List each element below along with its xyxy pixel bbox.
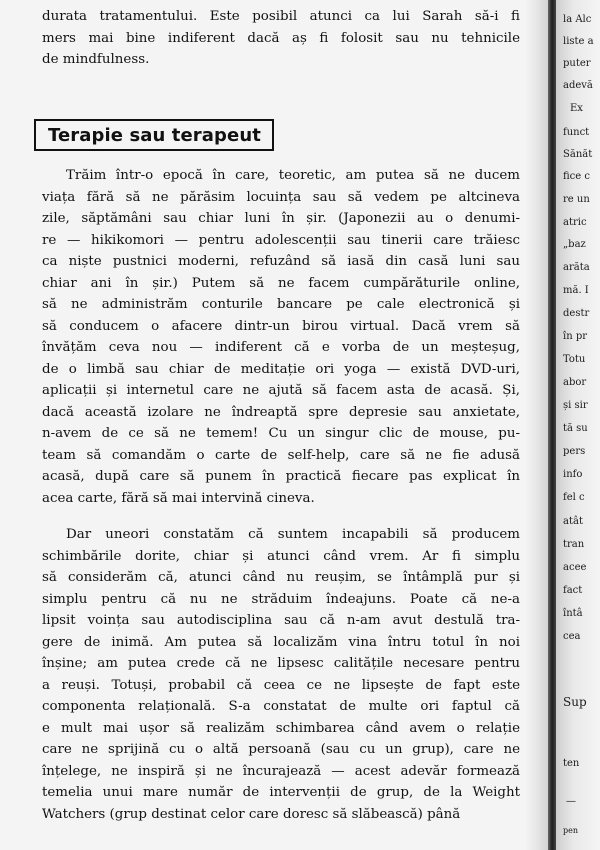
text-line: care ne sprijină cu o altă persoană (sau cu un grup), care ne [42,742,520,757]
next-page-fragment: atric [563,217,587,228]
next-page-fragment: — [566,796,576,807]
next-page-fragment: tă su [563,423,588,434]
text-line: învățăm ceva nou — indiferent că e vorba de un meșteșug, [42,340,520,355]
next-page-fragment: fel c [563,492,585,503]
text-line: gere de inimă. Am putea să localizăm vina întru totul în noi [42,634,520,650]
next-page-fragment: re un [563,194,590,205]
text-line: Watchers (grup destinat celor care doresc să slăbească) până [42,806,461,822]
next-page-fragment: abor [563,377,587,388]
next-page-fragment: fact [563,585,583,596]
text-line: să considerăm că, atunci când nu reușim, se întâmplă pur și [42,570,520,585]
text-line: componenta relațională. S-a constatat de multe ori faptul că [42,699,520,714]
text-line: simplu pentru că nu ne străduim îndeajuns. Poate că ne-a [42,591,520,607]
book-spine [548,0,556,850]
next-page-fragment: adevă [563,80,593,91]
text-line: acea carte, fără să mai intervină cineva. [42,490,315,506]
text-line: mers mai bine indiferent dacă aș fi folosit sau nu tehnicile [42,30,520,46]
text-line: Trăim într-o epocă în care, teoretic, am putea să ne ducem [66,168,520,183]
next-page-fragment: și sir [563,400,588,411]
next-page-fragment: info [563,469,583,480]
next-page-fragment: fice c [563,171,590,182]
next-page-fragment: la Alc [563,14,592,25]
text-line: dacă această izolare ne îndreaptă spre depresie sau anxietate, [42,404,520,420]
next-page-fragment: puter [563,58,591,69]
text-line: să ne administrăm conturile bancare pe cale electronică și [42,297,520,312]
next-page-fragment: Totu [563,354,586,365]
text-line: lipsit voința sau autodisciplina sau că n-am avut destulă tra- [42,613,520,628]
intro-paragraph [42,6,520,71]
section-heading-box [34,119,274,151]
text-line: re — hikikomori — pentru adolescenții sau tinerii care trăiesc [42,232,520,248]
text-line: e mult mai ușor să realizăm schimbarea când avem o relație [42,720,520,736]
text-line: ca niște pustnici moderni, refuzând să iasă din casă luni sau [42,254,520,269]
next-page-fragment: Ex [570,103,583,114]
section-title: Terapie sau terapeut [48,124,261,146]
next-page-fragment: în pr [563,331,587,342]
text-line: temelia unui mare număr de intervenții de grup, de la Weight [42,785,520,800]
text-line: zile, săptămâni sau chiar luni în șir. (Japonezii au o denumi- [42,211,520,226]
next-page-fragment: atât [563,516,583,527]
next-page-fragment: „baz [563,239,586,250]
next-page-fragment: cea [563,631,581,642]
next-page-fragment: ten [563,758,580,769]
text-line: viața fără să ne părăsim locuința sau să vedem pe altcineva [42,189,520,205]
text-line: acasă, după care să punem în practică fiecare pas explicat în [42,469,520,484]
next-page-fragment: arăta [563,262,590,273]
text-line: înșine; am putea crede că ne lipsesc calitățile necesare pentru [42,656,520,671]
paragraph-2 [42,524,520,825]
text-line: să conducem o afacere dintr-un birou virtual. Dacă vrem să [42,318,520,334]
next-page-fragment: Sănăt [563,149,593,160]
next-page-fragment: destr [563,308,590,319]
text-line: durata tratamentului. Este posibil atunci ca lui Sarah să-i fi [42,9,520,24]
text-line: schimbările dorite, chiar și atunci când vrem. Ar fi simplu [42,548,520,564]
next-page-fragment: acee [563,562,587,573]
next-page-fragment: tran [563,539,585,550]
text-line: înțelege, ne inspiră și ne încurajează — acest adevăr formează [42,763,520,779]
text-line: chiar ani în șir.) Putem să ne facem cumpărăturile online, [42,275,520,291]
gutter-shadow [525,0,548,850]
next-page-fragment: pers [563,446,586,457]
text-line: aplicații și internetul care ne ajută să facem asta de acasă. Și, [42,383,520,398]
next-page-fragment: funct [563,127,590,138]
text-line: a reuși. Totuși, probabil că ceea ce ne lipsește de fapt este [42,677,520,693]
paragraph-1 [42,165,520,509]
text-line: de mindfulness. [42,52,150,67]
text-line: Dar uneori constatăm că suntem incapabili să producem [66,527,520,542]
next-page-fragment: Sup [563,695,587,709]
adjacent-page [556,0,600,850]
text-line: de o limbă sau chiar de meditație ori yoga — există DVD-uri, [42,361,520,377]
next-page-fragment: mă. I [563,285,589,296]
next-page-fragment: liste a [563,36,594,47]
text-line: n-avem de ce să ne temem! Cu un singur clic de mouse, pu- [42,426,520,441]
next-page-fragment: întâ [563,608,583,619]
text-line: team să comandăm o carte de self-help, care să ne fie adusă [42,447,520,463]
next-page-fragment: pen [563,826,579,835]
